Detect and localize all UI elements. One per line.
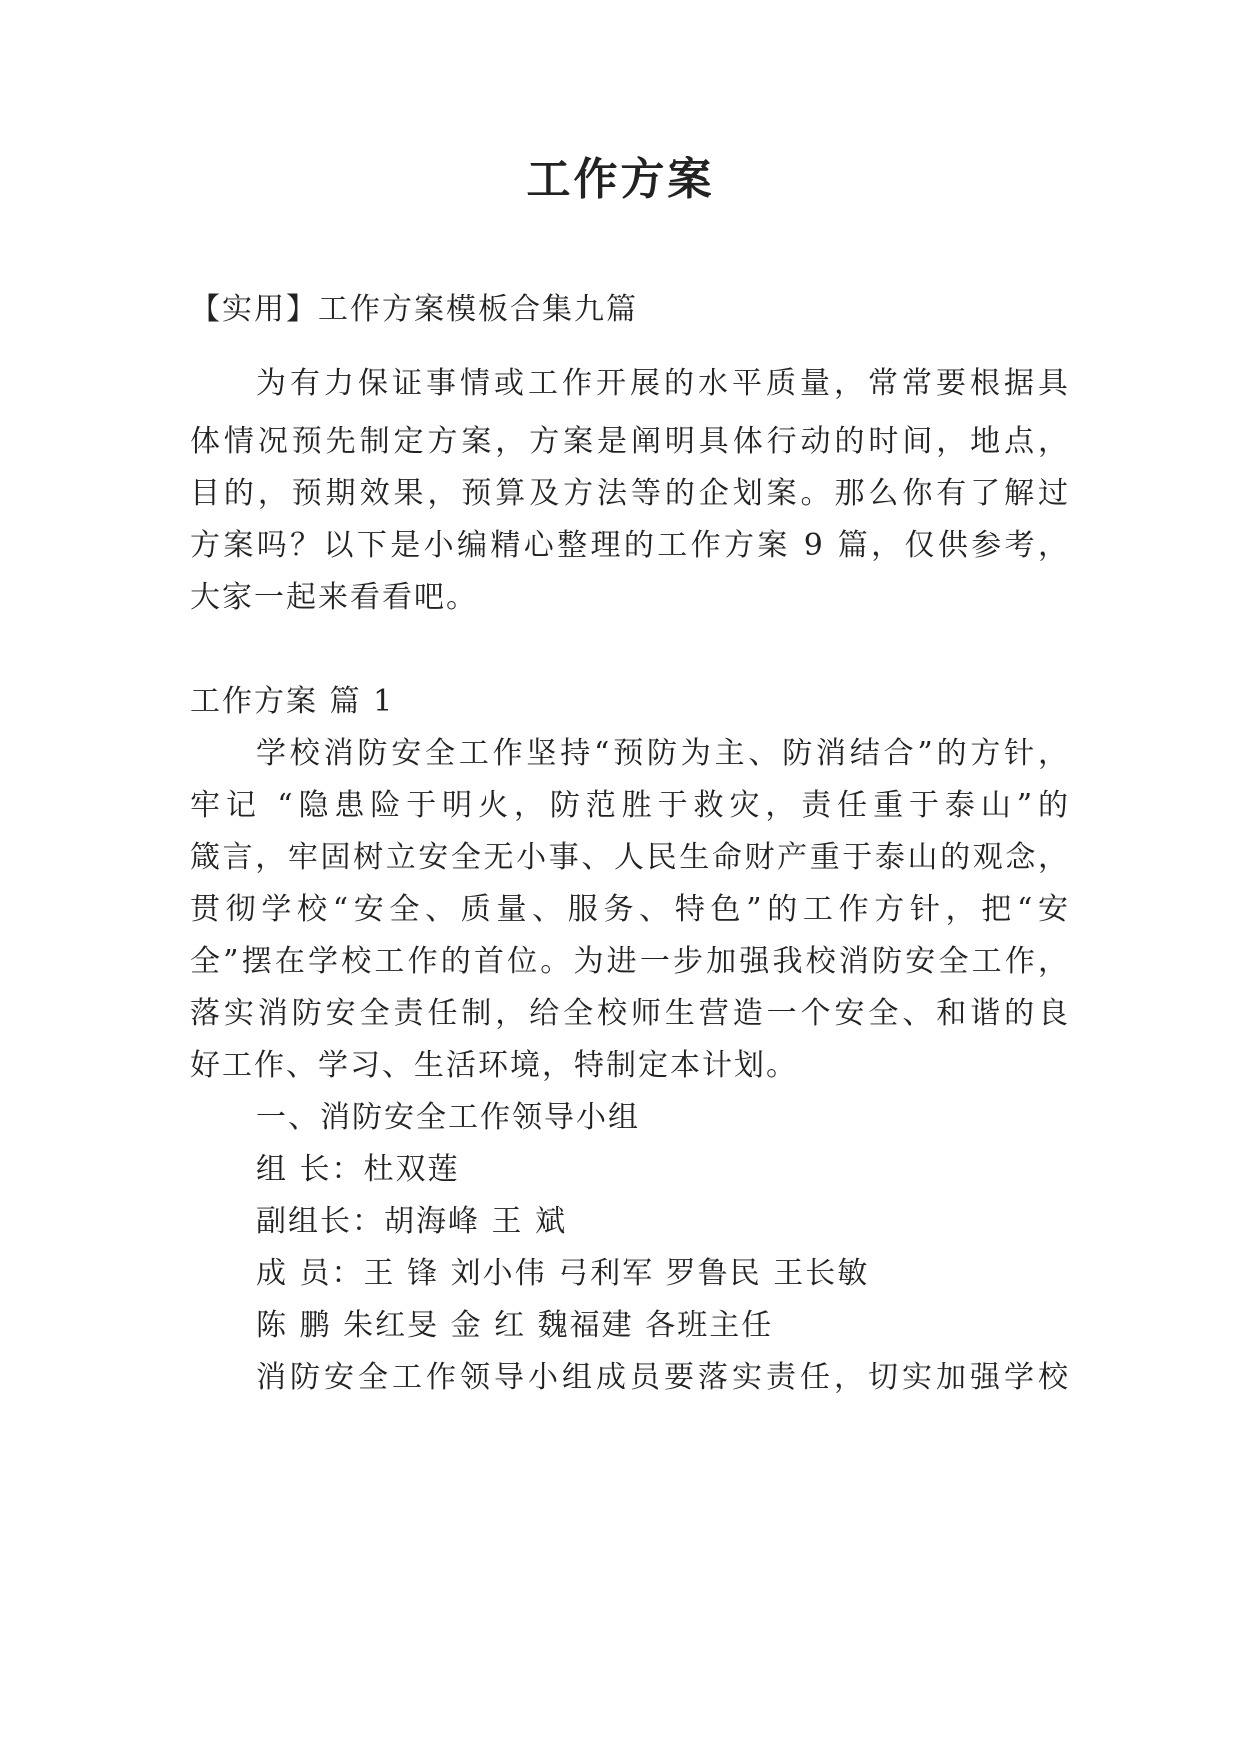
list-line: 陈 鹏 朱红旻 金 红 魏福建 各班主任 bbox=[256, 1308, 774, 1343]
document-subtitle: 【实用】工作方案模板合集九篇 bbox=[190, 292, 638, 327]
intro-line: 方案吗？以下是小编精心整理的工作方案 9 篇，仅供参考， bbox=[190, 528, 1070, 563]
list-line: 组 长：杜双莲 bbox=[256, 1152, 460, 1187]
section-heading: 工作方案 篇 1 bbox=[190, 684, 395, 719]
body-line: 牢记 “隐患险于明火，防范胜于救灾，责任重于泰山”的 bbox=[190, 788, 1070, 823]
intro-line: 为有力保证事情或工作开展的水平质量，常常要根据具 bbox=[256, 366, 1070, 401]
body-line: 好工作、学习、生活环境，特制定本计划。 bbox=[190, 1048, 798, 1083]
body-line: 全”摆在学校工作的首位。为进一步加强我校消防安全工作， bbox=[190, 944, 1070, 979]
body-line: 箴言，牢固树立安全无小事、人民生命财产重于泰山的观念， bbox=[190, 840, 1070, 875]
intro-line: 目的，预期效果，预算及方法等的企划案。那么你有了解过 bbox=[190, 476, 1070, 511]
list-line: 消防安全工作领导小组成员要落实责任，切实加强学校 bbox=[256, 1360, 1070, 1395]
intro-line: 体情况预先制定方案，方案是阐明具体行动的时间，地点， bbox=[190, 424, 1070, 459]
list-line: 副组长：胡海峰 王 斌 bbox=[256, 1204, 568, 1239]
body-line: 落实消防安全责任制，给全校师生营造一个安全、和谐的良 bbox=[190, 996, 1070, 1031]
list-line: 一、消防安全工作领导小组 bbox=[256, 1100, 640, 1135]
body-line: 贯彻学校“安全、质量、服务、特色”的工作方针，把“安 bbox=[190, 892, 1070, 927]
list-line: 成 员：王 锋 刘小伟 弓利军 罗鲁民 王长敏 bbox=[256, 1256, 870, 1291]
intro-line: 大家一起来看看吧。 bbox=[190, 580, 478, 615]
document-title: 工作方案 bbox=[526, 154, 715, 205]
body-line: 学校消防安全工作坚持“预防为主、防消结合”的方针， bbox=[256, 736, 1070, 771]
